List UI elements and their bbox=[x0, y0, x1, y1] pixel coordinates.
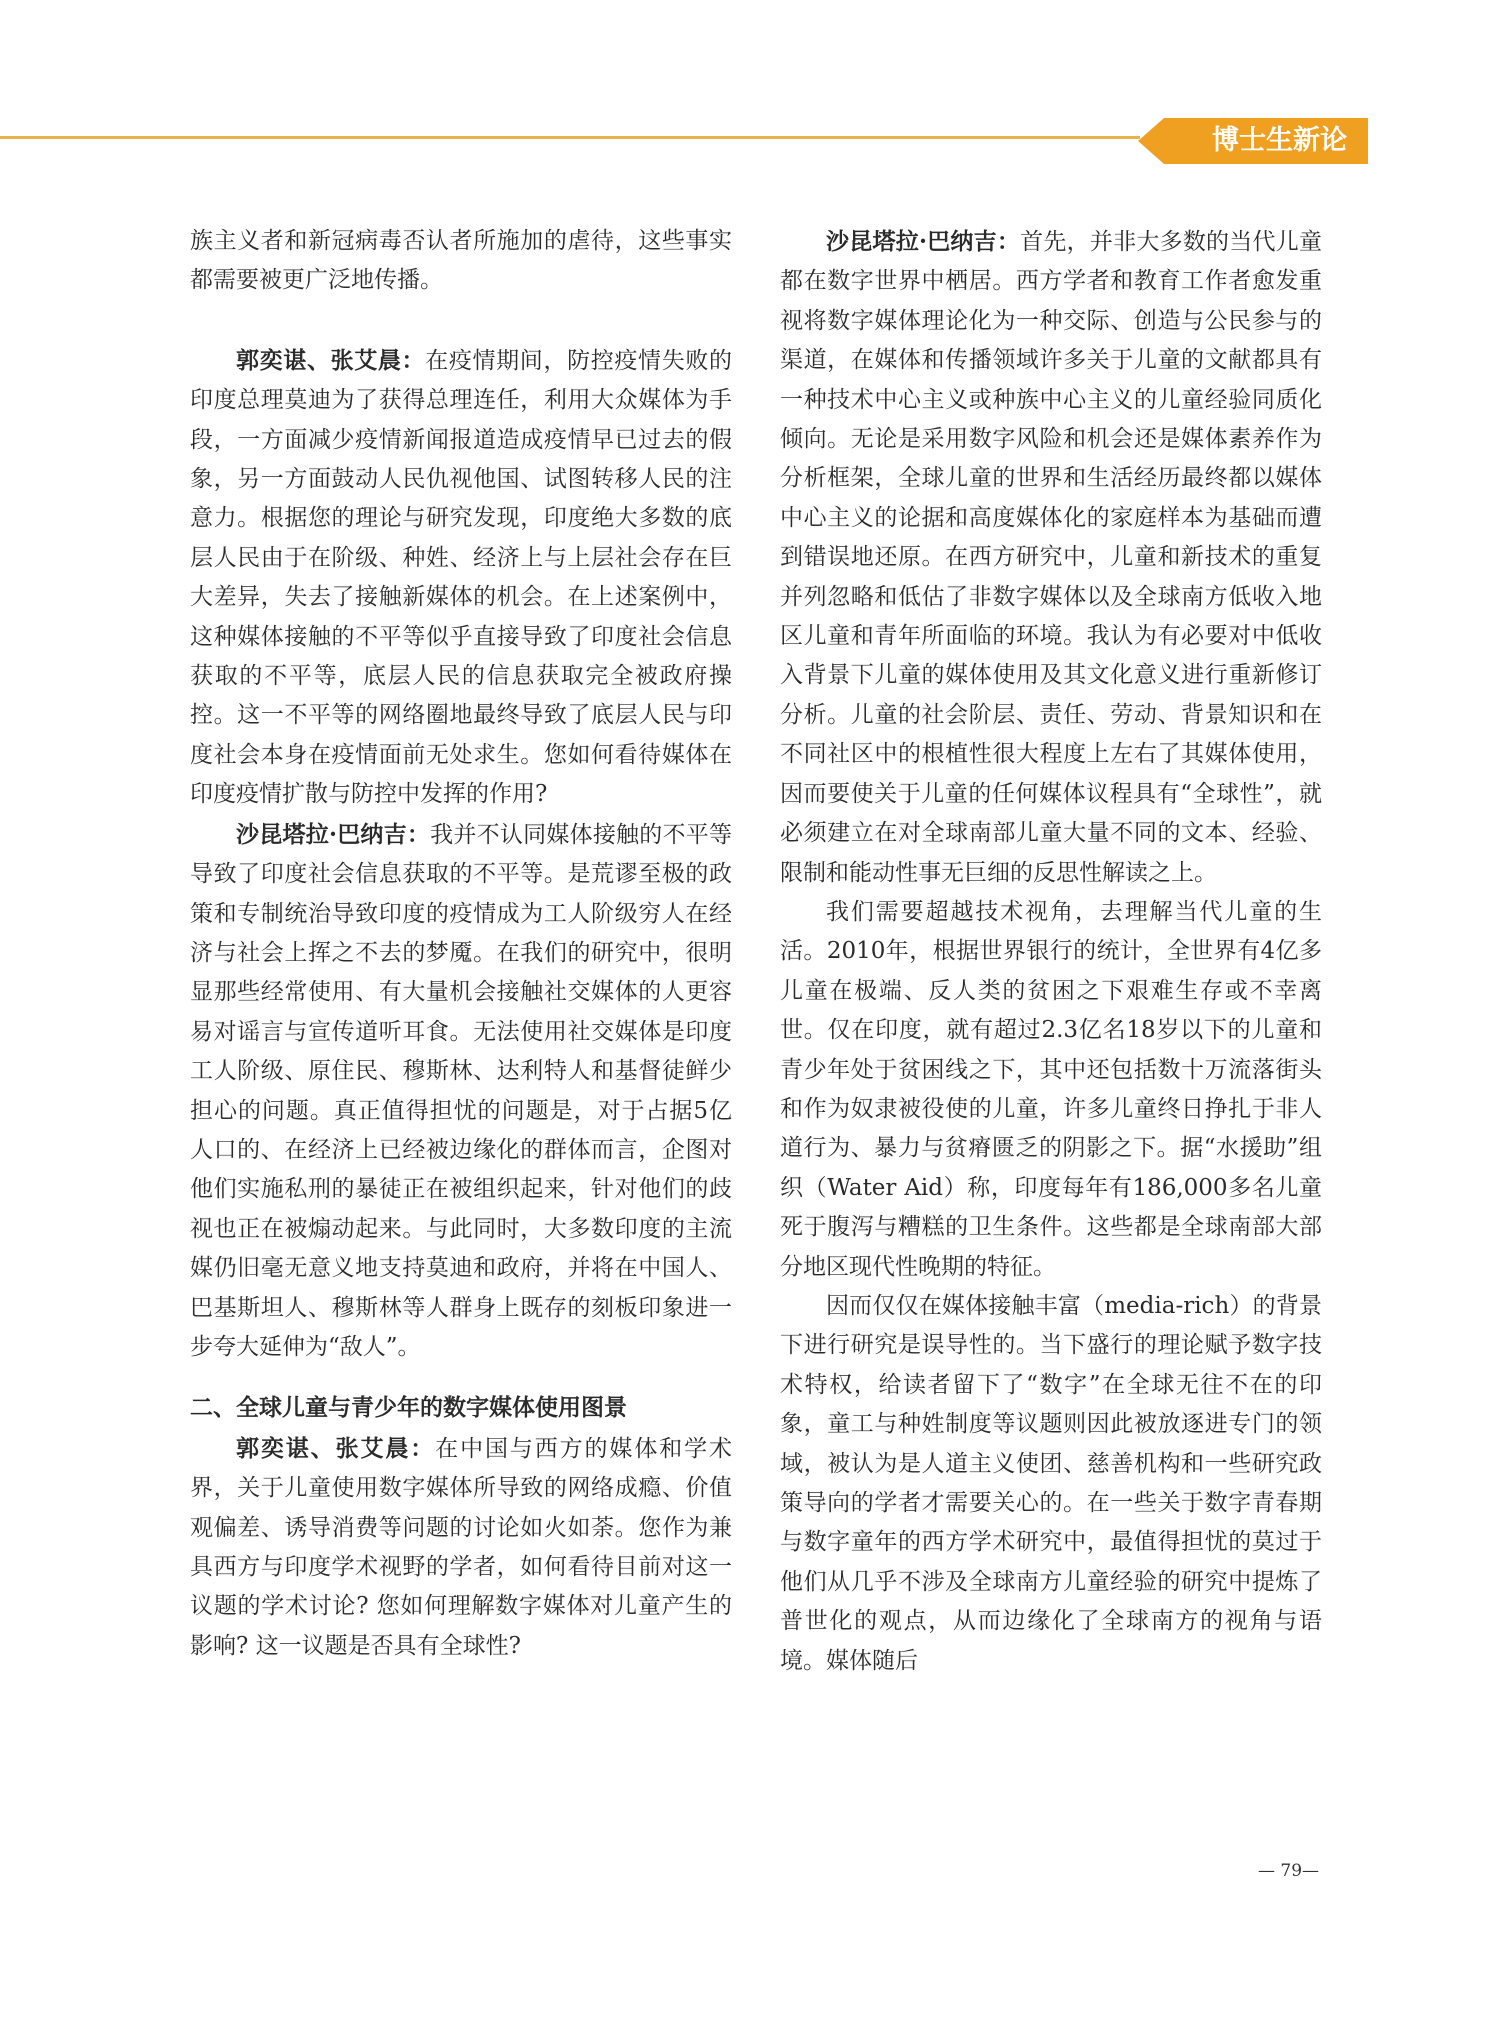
section-heading: 二、全球儿童与青少年的数字媒体使用图景 bbox=[190, 1395, 627, 1422]
left-paragraph-2 bbox=[190, 341, 732, 815]
left-column bbox=[190, 222, 732, 1666]
speaker-name: 郭奕谌、张艾晨： bbox=[236, 346, 426, 374]
speaker-name: 沙昆塔拉·巴纳吉： bbox=[826, 228, 1021, 255]
right-paragraph-3: 因而仅仅在媒体接触丰富（media-rich）的背景下进行研究是误导性的。当下盛行的理论赋予数字技术特权，给读者留下了“数字”在全球无往不在的印象，童工与种姓制度等议题则因此被放逐进专门的领域，被认为是人道主义使团、慈善机构和一些研究政策导向的学者才需要关心的。在一些关于数字青春期与数字童年的西方学术研究中，最值得担忧的莫过于他们从几乎不涉及全球南方儿童经验的研究中提炼了普世化的观点，从而边缘化了全球南方的视角与语境。媒体随后 bbox=[780, 1292, 1322, 1674]
header-rule bbox=[0, 136, 1140, 139]
right-paragraph-2: 我们需要超越技术视角，去理解当代儿童的生活。2010年，根据世界银行的统计，全世界有4亿多儿童在极端、反人类的贫困之下艰难生存或不幸离世。仅在印度，就有超过2.3亿名18岁以下的儿童和青少年处于贫困线之下，其中还包括数十万流落街头和作为奴隶被役使的儿童，许多儿童终日挣扎于非人道行为、暴力与贫瘠匮乏的阴影之下。据“水援助”组织（Water Aid）称，印度每年有186,000多名儿童死于腹泻与糟糕的卫生条件。这些都是全球南部大部分地区现代性晚期的特征。 bbox=[780, 898, 1322, 1280]
left-paragraph-3 bbox=[190, 815, 732, 1368]
speaker-name: 郭奕谌、张艾晨： bbox=[236, 1434, 436, 1462]
speaker-name: 沙昆塔拉·巴纳吉： bbox=[236, 820, 431, 848]
paragraph-text: 首先，并非大多数的当代儿童都在数字世界中栖居。西方学者和教育工作者愈发重视将数字媒体理论化为一种交际、创造与公民参与的渠道，在媒体和传播领域许多关于儿童的文献都具有一种技术中心主义或种族中心主义的儿童经验同质化倾向。无论是采用数字风险和机会还是媒体素养作为分析框架，全球儿童的世界和生活经历最终都以媒体中心主义的论据和高度媒体化的家庭样本为基础而遭到错误地还原。在西方研究中，儿童和新技术的重复并列忽略和低估了非数字媒体以及全球南方低收入地区儿童和青年所面临的环境。我认为有必要对中低收入背景下儿童的媒体使用及其文化意义进行重新修订分析。儿童的社会阶层、责任、劳动、背景知识和在不同社区中的根植性很大程度上左右了其媒体使用，因而要使关于儿童的任何媒体议程具有“全球性”，就必须建立在对全球南部儿童大量不同的文本、经验、限制和能动性事无巨细的反思性解读之上。 bbox=[780, 229, 1323, 886]
right-paragraph-1 bbox=[780, 222, 1322, 893]
section-tab-label: 博士生新论 bbox=[1212, 125, 1347, 156]
paragraph-text: 在中国与西方的媒体和学术界，关于儿童使用数字媒体所导致的网络成瘾、价值观偏差、诱导消费等问题的讨论如火如荼。您作为兼具西方与印度学术视野的学者，如何看待目前对这一议题的学术讨论? 您如何理解数字媒体对儿童产生的影响? 这一议题是否具有全球性? bbox=[190, 1435, 733, 1659]
page-number: — 79— bbox=[1258, 1861, 1320, 1881]
right-column bbox=[780, 222, 1322, 1681]
paragraph-text: 在疫情期间，防控疫情失败的印度总理莫迪为了获得总理连任，利用大众媒体为手段，一方面减少疫情新闻报道造成疫情早已过去的假象，另一方面鼓动人民仇视他国、试图转移人民的注意力。根据您的理论与研究发现，印度绝大多数的底层人民由于在阶级、种姓、经济上与上层社会存在巨大差异，失去了接触新媒体的机会。在上述案例中，这种媒体接触的不平等似乎直接导致了印度社会信息获取的不平等，底层人民的信息获取完全被政府操控。这一不平等的网络圈地最终导致了底层人民与印度社会本身在疫情面前无处求生。您如何看待媒体在印度疫情扩散与防控中发挥的作用? bbox=[190, 347, 733, 808]
left-paragraph-1: 族主义者和新冠病毒否认者所施加的虐待，这些事实都需要被更广泛地传播。 bbox=[190, 228, 732, 294]
left-paragraph-4 bbox=[190, 1429, 732, 1666]
paragraph-text: 我并不认同媒体接触的不平等导致了印度社会信息获取的不平等。是荒谬至极的政策和专制统治导致印度的疫情成为工人阶级穷人在经济与社会上挥之不去的梦魇。在我们的研究中，很明显那些经常使用、有大量机会接触社交媒体的人更容易对谣言与宣传道听耳食。无法使用社交媒体是印度工人阶级、原住民、穆斯林、达利特人和基督徒鲜少担心的问题。真正值得担忧的问题是，对于占据5亿人口的、在经济上已经被边缘化的群体而言，企图对他们实施私刑的暴徒正在被组织起来，针对他们的歧视也正在被煽动起来。与此同时，大多数印度的主流媒仍旧毫无意义地支持莫迪和政府，并将在中国人、巴基斯坦人、穆斯林等人群身上既存的刻板印象进一步夸大延伸为“敌人”。 bbox=[190, 821, 733, 1360]
